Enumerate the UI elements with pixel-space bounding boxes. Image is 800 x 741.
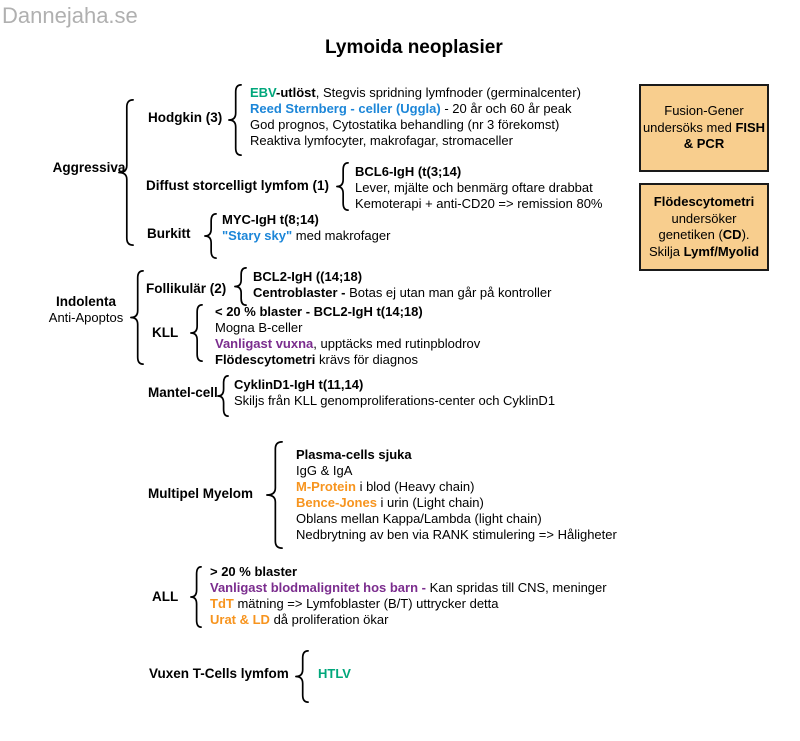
text-line: Skiljs från KLL genomproliferations-center och CyklinD1 <box>234 393 556 408</box>
group-label-hodgkin: Hodgkin (3) <box>148 110 223 125</box>
curly-brace <box>118 99 134 246</box>
text-line: undersöker <box>671 210 737 226</box>
curly-brace <box>190 566 202 628</box>
text-line: Kemoterapi + anti-CD20 => remission 80% <box>355 196 603 211</box>
curly-brace <box>228 84 242 156</box>
text-line: Nedbrytning av ben via RANK stimulering => Håligheter <box>296 527 617 542</box>
text-line: Urat & LD då proliferation ökar <box>210 612 389 627</box>
text-line: Vanligast blodmalignitet hos barn - Kan spridas till CNS, meninger <box>210 580 607 595</box>
text-line: Plasma-cells sjuka <box>296 447 412 462</box>
curly-brace <box>336 162 349 211</box>
text-line: MYC-IgH t(8;14) <box>222 212 319 227</box>
group-label-kll: KLL <box>152 325 179 340</box>
group-text-burkitt <box>222 212 390 244</box>
text-line: HTLV <box>318 666 351 681</box>
text-line: TdT mätning => Lymfoblaster (B/T) uttrycker detta <box>210 596 499 611</box>
category-label: Aggressiva <box>52 160 126 175</box>
category-indolenta <box>30 294 142 326</box>
text-line: Reaktiva lymfocyter, makrofagar, stromaceller <box>250 133 513 148</box>
text-line: Lever, mjälte och benmärg oftare drabbat <box>355 180 593 195</box>
text-line: > 20 % blaster <box>210 564 298 579</box>
text-line: genetiken (CD). <box>658 227 750 242</box>
note-box-flodescytometri <box>639 183 769 271</box>
page-title: Lymoida neoplasier <box>325 37 503 58</box>
group-label-mantel: Mantel-cell <box>148 385 218 400</box>
group-text-diffust <box>355 164 602 212</box>
note-box-fusion-gener <box>639 84 769 172</box>
text-line: Bence-Jones i urin (Light chain) <box>296 495 484 510</box>
group-label-diffust: Diffust storcelligt lymfom (1) <box>146 178 330 193</box>
text-line: Fusion-Gener <box>664 103 744 119</box>
curly-brace <box>234 267 247 306</box>
text-line: Centroblaster - Botas ej utan man går på kontroller <box>253 285 552 300</box>
text-line: IgG & IgA <box>296 463 353 478</box>
text-line: BCL2-IgH ((14;18) <box>253 269 363 284</box>
group-label-myelom: Multipel Myelom <box>148 486 254 501</box>
curly-brace <box>190 304 203 362</box>
text-line: CyklinD1-IgH t(11,14) <box>234 377 364 392</box>
text-line: M-Protein i blod (Heavy chain) <box>296 479 475 494</box>
site-watermark: Dannejaha.se <box>2 3 138 28</box>
group-text-myelom <box>296 447 617 543</box>
text-line: Reed Sternberg - celler (Uggla) - 20 år och 60 år peak <box>250 101 572 116</box>
category-label: Indolenta <box>56 294 116 309</box>
text-line: Flödescytometri <box>653 194 755 209</box>
group-label-follikular: Follikulär (2) <box>146 281 227 296</box>
group-text-hodgkin <box>250 85 581 149</box>
curly-brace <box>217 375 229 417</box>
group-text-all <box>210 564 607 628</box>
text-line: EBV-utlöst, Stegvis spridning lymfnoder (germinalcenter) <box>250 85 581 100</box>
text-line: Flödescytometri krävs för diagnos <box>215 352 419 367</box>
category-sublabel: Anti-Apoptos <box>48 310 124 325</box>
text-line: BCL6-IgH (t(3;14) <box>355 164 462 179</box>
curly-brace <box>204 213 217 259</box>
text-line: undersöks med FISH <box>642 119 766 135</box>
text-line: Vanligast vuxna, upptäcks med rutinpblodrov <box>215 336 481 351</box>
group-label-vuxen: Vuxen T-Cells lymfom <box>149 666 289 681</box>
group-text-mantel <box>234 377 555 409</box>
curly-brace <box>130 270 144 365</box>
text-line: Skilja Lymf/Myolid <box>648 243 760 259</box>
curly-brace <box>266 441 283 549</box>
group-text-kll <box>215 304 480 368</box>
group-label-all: ALL <box>152 589 179 604</box>
curly-brace <box>295 650 309 703</box>
text-line: Oblans mellan Kappa/Lambda (light chain) <box>296 511 542 526</box>
text-line: God prognos, Cytostatika behandling (nr 3 förekomst) <box>250 117 560 132</box>
text-line: < 20 % blaster - BCL2-IgH t(14;18) <box>215 304 423 319</box>
text-line: "Stary sky" med makrofager <box>222 228 391 243</box>
group-label-burkitt: Burkitt <box>147 226 191 241</box>
group-text-follikular <box>253 269 551 301</box>
group-text-vuxen <box>318 666 351 682</box>
text-line: & PCR <box>683 136 725 152</box>
text-line: Mogna B-celler <box>215 320 303 335</box>
